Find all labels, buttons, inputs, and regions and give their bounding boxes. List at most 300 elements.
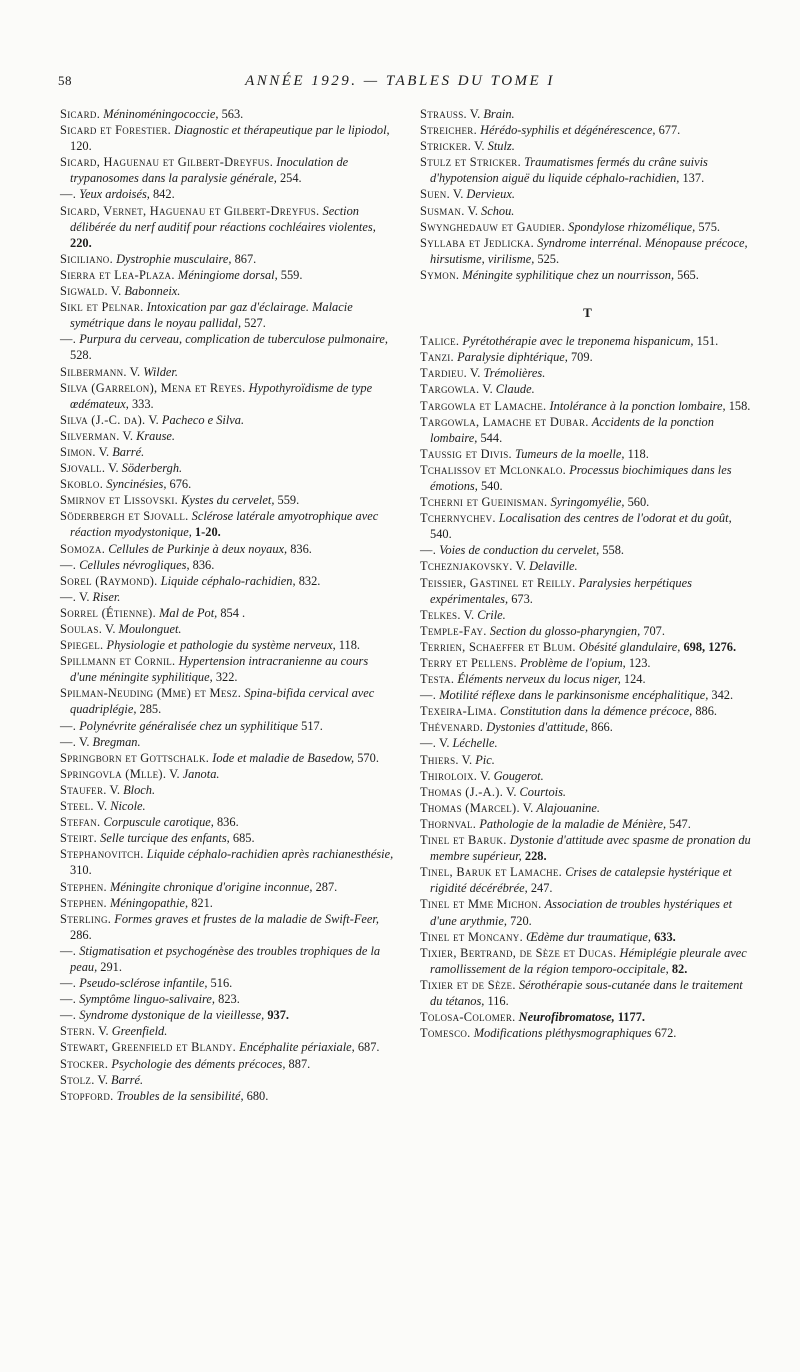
index-entry [420,333,755,349]
entry-page-ref: 854 . [217,605,246,620]
entry-title: Section du glosso-pharyngien, [489,623,641,638]
entry-page-ref: 82. [668,961,688,976]
entry-page-ref: 677. [655,123,681,138]
entry-page-ref: 254. [276,171,302,186]
entry-author: —. [60,992,77,1007]
entry-page-ref: 842. [149,187,175,202]
entry-author: Sjovall. [60,461,106,476]
entry-title: Gougerot. [493,768,544,783]
entry-title: Nicole. [110,799,146,814]
entry-page-ref: 673. [508,591,533,606]
entry-author: Söderbergh et Sjovall. [60,509,189,524]
entry-author: Targowla, Lamache et Dubar. [420,414,589,429]
index-entry [60,766,395,782]
entry-page-ref: 527. [241,316,266,331]
entry-author: Sigwald. [60,284,108,299]
entry-author: Talice. [420,334,460,349]
entry-author: Sorel (Raymond). [60,573,158,588]
index-entry [60,814,395,830]
entry-title: Greenfield. [111,1024,168,1039]
entry-title: Symptôme linguo-salivaire, [79,992,216,1007]
entry-page-ref: 698, 1276. [680,639,737,654]
index-entry [420,719,755,735]
index-entry [60,380,395,412]
entry-title: Schou. [481,203,515,218]
entry-author: Stern. [60,1024,96,1039]
index-entry [60,718,395,734]
index-entry [420,558,755,574]
index-entry [420,414,755,446]
entry-title: Brain. [483,107,515,121]
index-entry [60,798,395,814]
entry-author: Texeira-Lima. [420,704,497,719]
index-entry [420,655,755,671]
entry-author: Temple-Fay. [420,623,487,638]
entry-author: Sicard, Haguenau et Gilbert-Dreyfus. [60,155,274,170]
entry-title: Hypothyroïdisme de type œdémateux, [70,380,373,411]
entry-page-ref: 544. [477,430,503,445]
entry-title: Delaville. [529,559,578,574]
entry-separator: V. [94,1072,112,1087]
entry-page-ref: 1177. [614,1010,645,1025]
entry-title: Sclérose latérale amyotrophique avec réaction myodystonique, [70,509,379,540]
entry-page-ref: 228. [521,849,547,864]
entry-page-ref: 151. [693,334,719,349]
entry-title: Moulonguet. [118,622,182,636]
index-entry [60,1039,395,1055]
index-entry [60,846,395,878]
entry-page-ref: 680. [243,1088,269,1103]
index-entry [60,685,395,717]
entry-author: Tanzi. [420,350,454,365]
entry-author: Terrien, Schaeffer et Blum. [420,639,576,654]
entry-separator: V. [503,784,520,799]
entry-author: Thomas (J.-A.). [420,784,504,799]
entry-title: Janota. [182,766,220,781]
index-entry [420,735,755,751]
index-entry [60,331,395,363]
entry-page-ref: 286. [70,927,92,942]
index-entry [60,186,395,202]
entry-title: Riser. [92,589,121,604]
index-entry [420,816,755,832]
entry-title: Liquide céphalo-rachidien, [160,573,296,588]
entry-title: Processus biochimiques dans les émotions, [430,462,732,493]
entry-title: Méningite chronique d'origine inconnue, [110,879,313,894]
index-entry [60,557,395,573]
index-entry [420,219,755,235]
entry-separator: V. [166,766,183,781]
entry-page-ref: 565. [674,267,699,282]
entry-page-ref: 560. [624,495,650,510]
index-entry [420,349,755,365]
index-entry [60,895,395,911]
entry-title: Babonneix. [124,284,181,299]
entry-title: Stigmatisation et psychogénèse des troubles trophiques de la peau, [70,943,381,974]
entry-author: Tchernychev. [420,511,496,526]
entry-author: Susman. [420,203,465,218]
entry-title: Syringomyélie, [550,495,625,510]
entry-page-ref: 287. [312,879,338,894]
entry-author: Telkes. [420,607,461,622]
entry-author: Tinel et Baruk. [420,833,507,848]
index-entry [420,896,755,928]
entry-author: Steirt. [60,831,98,846]
section-letter: T [583,305,592,321]
entry-page-ref: 540. [430,527,452,542]
entry-author: Stolz. [60,1072,95,1087]
entry-title: Encéphalite périaxiale, [239,1040,355,1055]
entry-title: Syndrome interrénal. Ménopause précoce, hirsutisme, virilisme, [430,235,748,266]
entry-separator: V. [464,203,482,218]
entry-page-ref: 575. [695,219,721,234]
entry-author: Sicard et Forestier. [60,123,172,138]
entry-title: Troubles de la sensibilité, [116,1088,244,1103]
entry-title: Wilder. [143,364,178,379]
entry-separator: V. [126,364,144,379]
entry-title: Association de troubles hystériques et d'une arythmie, [430,897,733,928]
entry-title: Cellules de Purkinje à deux noyaux, [108,541,288,556]
entry-title: Iode et maladie de Basedow, [212,750,355,765]
entry-author: Spillmann et Cornil. [60,654,176,669]
entry-page-ref: 158. [725,398,751,413]
entry-author: Stewart, Greenfield et Blandy. [60,1040,237,1055]
index-entry [60,364,395,380]
entry-title: Polynévrite généralisée chez un syphilitique [79,718,299,733]
index-entry [420,398,755,414]
entry-author: Sorrel (Étienne). [60,605,156,620]
index-entry [60,460,395,476]
entry-author: Targowla et Lamache. [420,398,547,413]
entry-title: Pyrétothérapie avec le treponema hispanicum, [462,334,694,349]
index-entry [420,639,755,655]
entry-page-ref: 118. [624,446,649,461]
entry-title: Liquide céphalo-rachidien après rachianesthésie, [146,847,394,862]
entry-title: Intolérance à la ponction lombaire, [549,398,726,413]
index-entry [420,1025,755,1041]
index-entry [420,542,755,558]
entry-title: Claude. [495,382,535,397]
entry-author: —. [60,734,77,749]
entry-author: Terry et Pellens. [420,656,517,670]
entry-page-ref: 558. [599,543,624,558]
index-entry [60,621,395,637]
entry-author: Thiers. [420,752,459,767]
entry-title: Selle turcique des enfants, [100,831,230,846]
entry-page-ref: 310. [70,863,92,878]
index-entry [60,428,395,444]
entry-author: —. [60,332,77,347]
entry-title: Stulz. [487,139,515,154]
entry-author: Springovla (Mlle). [60,766,167,781]
entry-page-ref: 540. [477,478,503,493]
entry-title: Mal de Pot, [159,605,218,620]
running-title: ANNÉE 1929. — TABLES DU TOME I [245,73,555,89]
entry-separator: V. [145,412,162,427]
index-entry [420,462,755,494]
entry-title: Diagnostic et thérapeutique par le lipiodol, [174,123,390,138]
entry-page-ref: 821. [188,895,213,910]
entry-author: Skoblo. [60,477,104,492]
entry-title: Constitution dans la démence précoce, [499,704,693,719]
index-entry [60,573,395,589]
entry-page-ref: 886. [692,704,718,719]
entry-title: Alajouanine. [536,800,600,815]
index-entry [420,106,755,122]
entry-author: Tomesco. [420,1026,471,1041]
entry-title: Courtois. [519,784,567,799]
entry-author: Soulas. [60,622,103,636]
index-entry [60,879,395,895]
entry-page-ref: 867. [231,251,257,266]
entry-author: —. [60,976,77,991]
entry-author: Syllaba et Jedlicka. [420,235,534,250]
entry-title: Pathologie de la maladie de Ménière, [479,816,667,831]
index-entry [420,446,755,462]
entry-separator: V. [479,382,496,397]
entry-author: —. [60,943,77,958]
index-entry [420,365,755,381]
entry-title: Syncinésies, [106,477,167,492]
entry-separator: V. [95,1024,112,1039]
index-entry [420,494,755,510]
entry-title: Trémolières. [483,366,546,381]
entry-title: Hémiplégie pleurale avec ramollissement de la région temporo-occipitale, [430,945,747,976]
index-entry [60,1023,395,1039]
entry-separator: V. [467,366,484,381]
entry-page-ref: 124. [620,672,646,687]
entry-title: Neurofibromatose, [518,1010,615,1025]
index-entry [420,575,755,607]
entry-page-ref: 116. [484,993,509,1008]
entry-author: Stefan. [60,815,101,830]
index-entry [60,283,395,299]
entry-title: Purpura du cerveau, complication de tuberculose pulmonaire, [79,332,388,347]
entry-author: Sicard, Vernet, Haguenau et Gilbert-Dreyfus. [60,203,320,218]
entry-title: Pacheco e Silva. [161,412,245,427]
index-entry [420,832,755,864]
entry-title: Inoculation de trypanosomes dans la paralysie générale, [70,155,349,186]
index-entry [60,444,395,460]
entry-author: Sterling. [60,911,112,926]
entry-title: Bregman. [92,734,141,749]
index-entry [60,605,395,621]
index-entry [420,864,755,896]
index-entry [420,977,755,1009]
index-entry [60,1088,395,1104]
entry-author: Silbermann. [60,364,127,379]
entry-author: Silva (Garrelon), Mena et Reyes. [60,380,246,395]
entry-author: —. [420,543,437,558]
index-entry [60,1007,395,1023]
index-entry [60,911,395,943]
entry-title: Hypertension intracranienne au cours d'une méningite syphilitique, [70,654,369,685]
entry-author: —. [60,589,77,604]
entry-title: Tumeurs de la moelle, [515,446,625,461]
entry-title: Accidents de la ponction lombaire, [430,414,714,445]
entry-author: Suen. [420,187,450,202]
entry-author: —. [60,557,77,572]
index-entry [60,492,395,508]
index-entry [420,122,755,138]
entry-title: Dystonies d'attitude, [486,720,589,735]
entry-page-ref: 685. [229,831,255,846]
index-entry [60,750,395,766]
entry-page-ref: 836. [189,557,215,572]
entry-separator: V. [460,607,478,622]
entry-title: Spondylose rhizomélique, [568,219,696,234]
index-entry [60,203,395,251]
entry-page-ref: 285. [136,702,162,717]
entry-page-ref: 836. [287,541,312,556]
index-entry [60,975,395,991]
index-entry [60,476,395,492]
entry-author: Streicher. [420,123,477,138]
entry-author: Taussig et Divis. [420,446,512,461]
entry-title: Hérédo-syphilis et dégénérescence, [480,123,656,138]
entry-author: Staufer. [60,782,107,797]
entry-title: Paralysies herpétiques expérimentales, [430,575,692,606]
entry-title: Pic. [475,752,495,767]
entry-separator: V. [93,799,111,814]
entry-title: Méninoméningococcie, [103,107,219,121]
entry-page-ref: 291. [97,959,122,974]
entry-separator: V. [450,187,467,202]
entry-author: Thévenard. [420,720,484,735]
entry-title: Œdème dur traumatique, [526,929,651,944]
entry-page-ref: 342. [708,688,734,703]
entry-author: —. [60,187,77,202]
entry-author: Tinel et Moncany. [420,929,523,944]
index-entry [420,186,755,202]
entry-page-ref: 687. [354,1040,380,1055]
index-entry [420,381,755,397]
index-entry [420,768,755,784]
entry-author: Stulz et Stricker. [420,155,521,170]
entry-page-ref: 709. [567,350,593,365]
entry-title: Dystonie d'attitude avec spasme de pronation du membre supérieur, [430,833,751,864]
entry-separator: V. [436,736,453,751]
entry-title: Pseudo-sclérose infantile, [79,976,208,991]
entry-page-ref: 547. [666,816,691,831]
entry-author: Thiroloix. [420,768,478,783]
index-entry [60,106,395,122]
entry-title: Modifications pléthysmographiques [473,1026,652,1041]
entry-author: Tcherni et Gueinisman. [420,495,548,510]
entry-author: Tardieu. [420,366,468,381]
entry-title: Voies de conduction du cervelet, [439,543,600,558]
entry-title: Cellules névrogliques, [79,557,190,572]
index-entry [60,782,395,798]
entry-author: Tchalissov et Mclonkalo. [420,462,567,477]
entry-title: Corpuscule carotique, [103,815,214,830]
entry-author: Tinel, Baruk et Lamache. [420,865,563,880]
entry-title: Localisation des centres de l'odorat et du goût, [498,511,732,526]
index-entry [420,510,755,542]
index-entry [60,991,395,1007]
entry-author: Steel. [60,799,94,814]
entry-author: Teissier, Gastinel et Reilly. [420,575,576,590]
entry-title: Méningopathie, [110,895,189,910]
index-entry [60,943,395,975]
index-entry [420,800,755,816]
entry-title: Crises de catalepsie hystérique et rigidité décérébrée, [430,865,732,896]
entry-author: Sicard. [60,107,101,121]
entry-title: Problème de l'opium, [519,656,626,670]
index-entry [420,203,755,219]
entry-separator: V. [471,139,488,154]
entry-title: Barré. [111,1072,144,1087]
entry-page-ref: 672. [651,1026,677,1041]
entry-title: Yeux ardoisés, [79,187,150,202]
entry-author: —. [420,688,437,703]
entry-author: Somoza. [60,541,106,556]
entry-title: Bloch. [123,782,156,797]
entry-separator: V. [519,800,537,815]
entry-author: Targowla. [420,382,480,397]
entry-author: Stephen. [60,879,107,894]
entry-title: Motilité réflexe dans le parkinsonisme encéphalitique, [439,688,709,703]
entry-author: Silverman. [60,428,120,443]
right-column-t-entries [420,333,755,1041]
entry-title: Physiologie et pathologie du système nerveux, [106,638,336,653]
index-entry [420,1009,755,1025]
entry-page-ref: 633. [651,929,676,944]
entry-author: Simon. [60,444,96,459]
index-entry [60,508,395,540]
entry-author: Stephen. [60,895,107,910]
entry-page-ref: 333. [128,396,154,411]
entry-page-ref: 220. [70,235,92,250]
entry-page-ref: 866. [588,720,613,735]
index-entry [420,154,755,186]
entry-page-ref: 559. [274,493,300,508]
entry-author: Stephanovitch. [60,847,144,862]
entry-page-ref: 563. [218,107,244,121]
entry-title: Psychologie des déments précoces, [111,1056,286,1071]
index-entry [420,267,755,283]
entry-title: Léchelle. [452,736,498,751]
entry-author: Strauss. [420,107,467,121]
index-entry [60,267,395,283]
entry-title: Méningiome dorsal, [177,267,278,282]
entry-author: —. [60,1008,77,1023]
entry-page-ref: 525. [534,251,560,266]
entry-author: Thomas (Marcel). [420,800,520,815]
index-entry [60,1072,395,1088]
entry-page-ref: 836. [213,815,239,830]
entry-page-ref: 559. [277,267,303,282]
entry-page-ref: 676. [166,477,192,492]
entry-title: Éléments nerveux du locus niger, [457,672,621,687]
entry-page-ref: 137. [679,171,705,186]
entry-author: —. [60,718,77,733]
entry-author: Swynghedauw et Gaudier. [420,219,566,234]
entry-page-ref: 887. [285,1056,311,1071]
entry-page-ref: 120. [70,139,92,154]
entry-author: Spiegel. [60,638,104,653]
entry-separator: V. [105,461,122,476]
entry-title: Sérothérapie sous-cutanée dans le traitement du tétanos, [430,977,743,1008]
entry-separator: V. [477,768,494,783]
index-entry [60,122,395,154]
index-entry [60,653,395,685]
entry-page-ref: 123. [625,656,651,670]
entry-title: Krause. [136,428,175,443]
entry-separator: V. [95,444,113,459]
entry-title: Crile. [477,607,506,622]
index-entry [420,671,755,687]
